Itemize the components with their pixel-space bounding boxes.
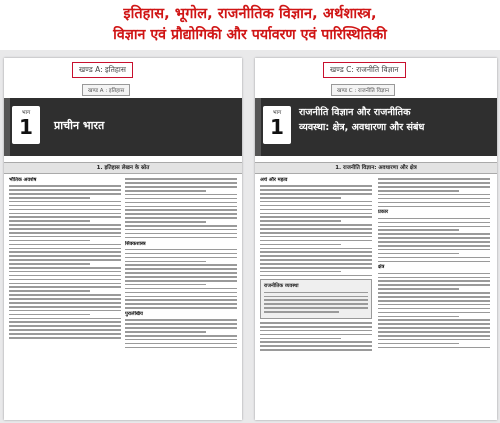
text-line [378, 245, 490, 247]
text-line [9, 205, 121, 207]
text-line [378, 190, 459, 192]
text-line [9, 213, 121, 215]
chapter-title-line2: व्यवस्था: क्षेत्र, अवधारणा और संबंध [299, 122, 425, 133]
text-line [9, 283, 121, 285]
text-line [9, 294, 121, 296]
text-line [378, 222, 490, 224]
text-line [9, 271, 121, 273]
section-title: 1. इतिहास लेखन के स्रोत [4, 162, 242, 174]
text-line [378, 182, 490, 184]
chapter-stripe [255, 98, 261, 156]
chapter-badge [263, 106, 291, 144]
text-line [9, 236, 121, 238]
text-line [260, 345, 372, 347]
text-line [125, 296, 237, 298]
text-line [260, 236, 372, 238]
heading-epigraphy: पुरालेखिय [125, 311, 143, 318]
text-line [260, 322, 372, 324]
chapter-badge [12, 106, 40, 144]
text-line [125, 213, 237, 215]
text-line [125, 323, 237, 325]
text-line [260, 216, 372, 218]
section-subtab: खण्ड C : राजनीति विज्ञान [331, 84, 395, 96]
text-line [125, 253, 237, 255]
text-column-left [9, 176, 121, 416]
text-line [9, 232, 121, 234]
text-column-right [125, 176, 237, 416]
text-line [260, 197, 341, 199]
text-line [378, 218, 490, 220]
text-line [125, 327, 237, 329]
text-line [125, 202, 237, 204]
text-line [9, 286, 121, 288]
text-line [9, 224, 121, 226]
text-line [264, 307, 368, 309]
text-line [378, 296, 490, 298]
text-line [378, 277, 490, 279]
text-line [9, 321, 121, 323]
text-line [125, 335, 237, 337]
text-line [260, 228, 372, 230]
text-line [125, 206, 237, 208]
text-line [9, 185, 121, 187]
text-line [9, 259, 121, 261]
text-line [378, 237, 490, 239]
text-line [125, 237, 237, 239]
text-line [9, 197, 90, 199]
text-line [260, 248, 372, 250]
text-line [260, 189, 372, 191]
text-line [9, 189, 121, 191]
text-line [378, 206, 490, 208]
text-line [378, 288, 459, 290]
text-line [264, 311, 339, 313]
info-box-title: राजनीतिक व्यवस्था [264, 283, 299, 290]
text-line [125, 233, 237, 235]
text-line [9, 220, 90, 222]
text-line [125, 182, 237, 184]
chapter-title-line1: राजनीति विज्ञान और राजनीतिक [299, 107, 411, 118]
text-line [125, 217, 237, 219]
section-subtab: खण्ड A : इतिहास [82, 84, 130, 96]
text-line [260, 185, 372, 187]
text-line [378, 347, 490, 349]
text-line [378, 178, 490, 180]
text-line [260, 275, 372, 277]
text-line [125, 347, 237, 349]
text-line [264, 303, 368, 305]
chapter-title [299, 105, 424, 135]
text-line [9, 298, 121, 300]
text-line [260, 338, 341, 340]
text-line [260, 263, 372, 265]
section-tab: खण्ड C: राजनीति विज्ञान [323, 62, 406, 78]
chapter-title: प्राचीन भारत [54, 119, 105, 132]
text-line [264, 296, 368, 298]
text-line [378, 202, 490, 204]
chapter-number: 1 [270, 115, 284, 139]
text-line [9, 244, 121, 246]
page-political-science [255, 58, 497, 420]
text-line [125, 198, 237, 200]
text-line [260, 334, 372, 336]
info-box [260, 279, 372, 319]
text-line [378, 304, 490, 306]
text-line [378, 339, 490, 341]
text-line [9, 302, 121, 304]
text-line [378, 226, 490, 228]
text-line [378, 280, 490, 282]
text-line [125, 319, 237, 321]
text-line [378, 319, 490, 321]
banner-title-line2: विज्ञान एवं प्रौद्योगिकी और पर्यावरण एवं पारिस्थितिकी [113, 27, 387, 43]
text-line [260, 326, 372, 328]
text-line [125, 280, 237, 282]
text-line [9, 240, 90, 242]
text-line [260, 349, 372, 351]
text-line [9, 279, 121, 281]
text-line [260, 201, 372, 203]
text-line [264, 292, 368, 294]
text-line [378, 233, 490, 235]
chapter-stripe [4, 98, 10, 156]
text-line [125, 261, 206, 263]
text-line [378, 186, 490, 188]
text-line [260, 224, 372, 226]
text-line [9, 263, 90, 265]
heading-scope: क्षेत्र [378, 264, 385, 271]
text-line [378, 331, 490, 333]
text-line [378, 194, 490, 196]
text-line [9, 329, 121, 331]
text-line [260, 209, 372, 211]
text-line [260, 330, 372, 332]
chapter-banner [4, 98, 242, 156]
text-line [125, 209, 237, 211]
text-line [9, 216, 121, 218]
text-line [125, 264, 237, 266]
text-line [9, 314, 90, 316]
heading-numismatics: सिक्कशास्त्र [125, 240, 146, 247]
text-line [378, 343, 459, 345]
text-line [125, 221, 206, 223]
text-line [378, 229, 459, 231]
text-line [378, 312, 490, 314]
text-line [125, 225, 237, 227]
chapter-banner [255, 98, 497, 156]
text-line [378, 327, 490, 329]
text-line [9, 318, 121, 320]
text-line [125, 303, 237, 305]
text-line [378, 316, 459, 318]
text-line [260, 251, 372, 253]
text-column-right [378, 176, 490, 416]
text-line [125, 276, 237, 278]
text-line [125, 343, 237, 345]
section-title: 1. राजनीति विज्ञान: अवधारणा और क्षेत्र [255, 162, 497, 174]
text-line [378, 249, 490, 251]
chapter-number: 1 [19, 115, 33, 139]
text-line [9, 201, 121, 203]
section-tab: खण्ड A: इतिहास [72, 62, 133, 78]
text-line [378, 273, 490, 275]
text-line [9, 267, 121, 269]
text-line [378, 257, 490, 259]
text-line [260, 259, 372, 261]
text-line [125, 268, 237, 270]
text-line [125, 339, 237, 341]
page-history [4, 58, 242, 420]
chapter-word: भाग [272, 110, 282, 116]
text-line [260, 240, 372, 242]
text-line [260, 220, 341, 222]
text-line [260, 205, 372, 207]
text-line [260, 267, 372, 269]
heading-physical: भौतिक अवशेष [9, 177, 37, 183]
text-line [125, 229, 237, 231]
text-line [9, 290, 90, 292]
heading-types: प्रकार [378, 209, 389, 216]
text-line [9, 333, 121, 335]
text-line [9, 306, 121, 308]
text-line [9, 337, 121, 339]
text-line [9, 275, 121, 277]
text-line [9, 251, 121, 253]
heading-meaning: अर्थ और महत्व [260, 177, 288, 183]
text-column-left [260, 176, 372, 416]
text-line [125, 257, 237, 259]
text-line [125, 292, 237, 294]
text-line [125, 186, 237, 188]
text-line [125, 331, 206, 333]
text-line [125, 299, 237, 301]
text-line [125, 307, 237, 309]
text-line [260, 193, 372, 195]
text-line [125, 284, 206, 286]
text-line [9, 193, 121, 195]
text-line [125, 288, 237, 290]
text-line [378, 308, 490, 310]
text-line [125, 272, 237, 274]
text-line [378, 261, 490, 263]
text-line [260, 213, 372, 215]
text-line [9, 248, 121, 250]
text-line [378, 284, 490, 286]
text-line [125, 178, 237, 180]
chapter-word: भाग [21, 110, 31, 116]
text-line [378, 253, 459, 255]
text-line [378, 300, 490, 302]
text-line [9, 209, 121, 211]
text-line [125, 249, 237, 251]
text-line [9, 325, 121, 327]
banner-title-line1: इतिहास, भूगोल, राजनीतिक विज्ञान, अर्थशास्त्र, [123, 6, 377, 22]
text-line [125, 190, 206, 192]
text-line [260, 255, 372, 257]
text-line [260, 244, 341, 246]
text-line [125, 194, 237, 196]
text-line [264, 299, 368, 301]
text-line [378, 241, 490, 243]
header-banner [0, 0, 500, 50]
text-line [260, 341, 372, 343]
text-line [9, 255, 121, 257]
text-line [378, 323, 490, 325]
text-line [9, 310, 121, 312]
text-line [260, 271, 341, 273]
text-line [378, 198, 490, 200]
text-line [260, 232, 372, 234]
text-line [378, 335, 490, 337]
text-line [378, 292, 490, 294]
text-line [9, 228, 121, 230]
